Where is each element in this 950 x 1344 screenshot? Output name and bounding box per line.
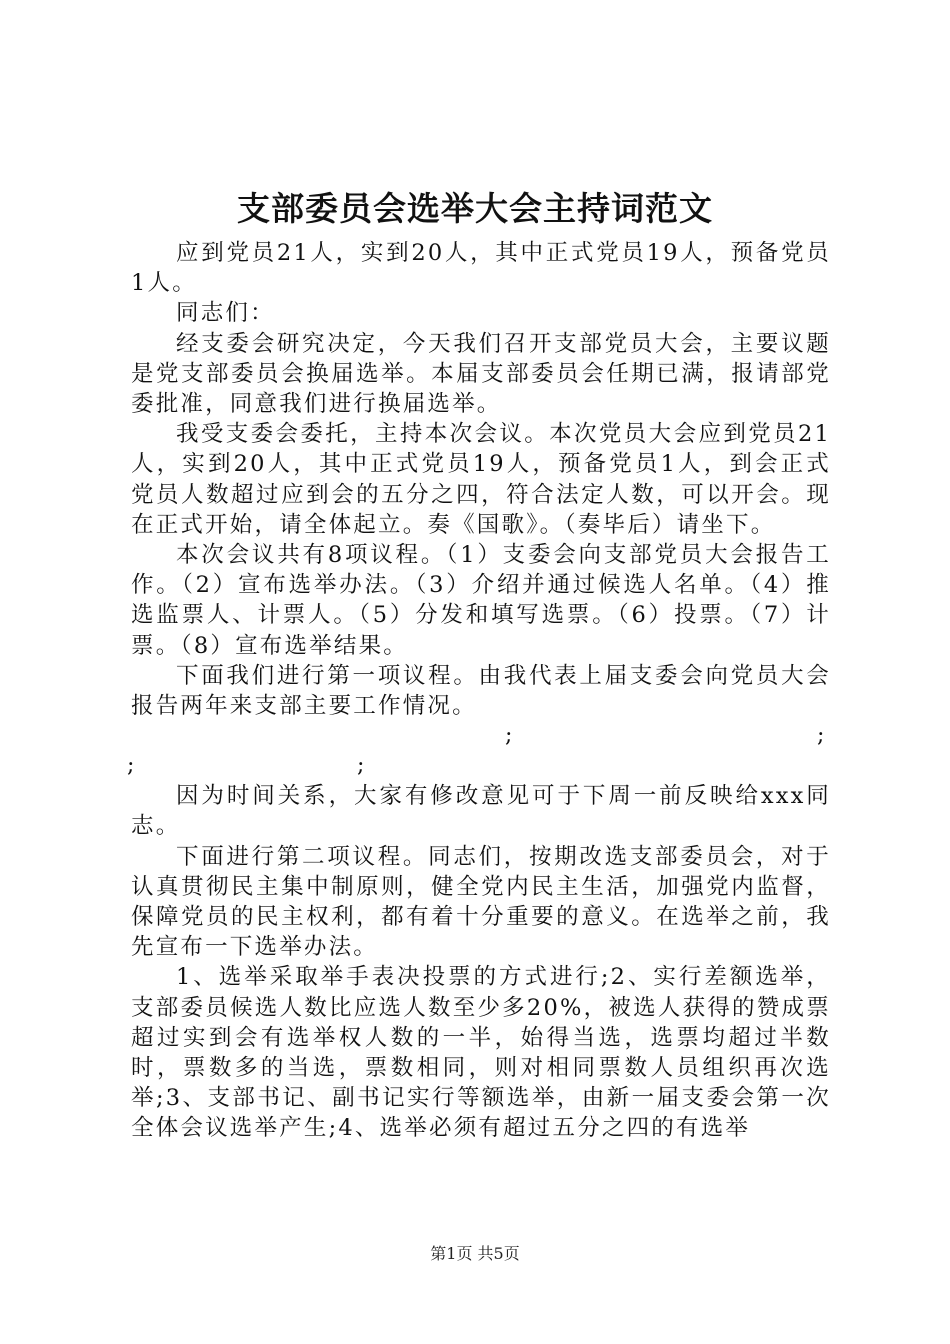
page-number: 第1页 共5页 xyxy=(430,1244,520,1263)
document-body xyxy=(127,238,831,1144)
document-title: 支部委员会选举大会主持词范文 xyxy=(237,189,713,228)
paragraph-agenda: 本次会议共有8项议程。（1）支委会向支部党员大会报告工作。（2）宣布选举办法。（3）介绍并通过候选人名单。（4）推选监票人、计票人。（5）分发和填写选票。（6）投票。（7）计票。（8）宣布选举结果。 xyxy=(131,542,831,659)
paragraph-opening: 我受支委会委托，主持本次会议。本次党员大会应到党员21人，实到20人，其中正式党员19人，预备党员1人，到会正式党员人数超过应到会的五分之四，符合法定人数，可以开会。现在正式开始，请全体起立。奏《国歌》。（奏毕后）请坐下。 xyxy=(131,421,831,538)
paragraph-purpose: 经支委会研究决定，今天我们召开支部党员大会，主要议题是党支部委员会换届选举。本届支部委员会任期已满，报请部党委批准，同意我们进行换届选举。 xyxy=(131,330,831,418)
paragraph-feedback: 因为时间关系，大家有修改意见可于下周一前反映给xxx同志。 xyxy=(131,783,831,840)
paragraph-second-item: 下面进行第二项议程。同志们，按期改选支部委员会，对于认真贯彻民主集中制原则，健全党内民主生活，加强党内监督，保障党员的民主权利，都有着十分重要的意义。在选举之前，我先宣布一下选举办法。 xyxy=(131,843,831,961)
semicolon-mark: ; xyxy=(817,723,827,749)
paragraph-first-item: 下面我们进行第一项议程。由我代表上届支委会向党员大会报告两年来支部主要工作情况。 xyxy=(131,662,831,720)
semicolon-mark: ; xyxy=(505,723,515,749)
paragraph-greeting: 同志们： xyxy=(176,300,275,327)
blank-fill-line xyxy=(127,721,831,781)
paragraph-election-rules: 1、选举采取举手表决投票的方式进行;2、实行差额选举，支部委员候选人数比应选人数至少多20%，被选人获得的赞成票超过实到会有选举权人数的一半，始得当选，选票均超过半数时，票数多的当选，票数相同，则对相同票数人员组织再次选举;3、支部书记、副书记实行等额选举，由新一届支委会第一次全体会议选举产生;4、选举必须有超过五分之四的有选举 xyxy=(131,964,831,1142)
semicolon-mark: ; xyxy=(357,753,367,779)
paragraph-attendance: 应到党员21人，实到20人，其中正式党员19人，预备党员1人。 xyxy=(131,240,831,297)
semicolon-mark: ; xyxy=(127,753,137,779)
